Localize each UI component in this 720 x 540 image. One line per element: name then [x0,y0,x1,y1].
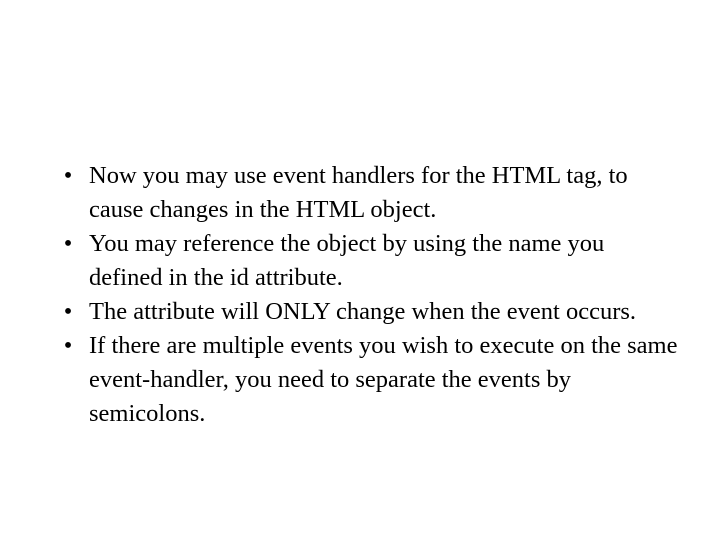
bullet-dot-icon: • [63,298,73,325]
bullet-dot-icon: • [63,230,73,257]
bullet-item [58,159,678,227]
bullet-item [58,295,678,329]
bullet-dot-icon: • [63,162,73,189]
bullet-list [58,159,678,431]
bullet-text: If there are multiple events you wish to execute on the same event-handler, you need to separate the events by semicolons. [89,332,678,427]
bullet-text: You may reference the object by using the name you defined in the id attribute. [89,230,605,291]
bullet-text: Now you may use event handlers for the HTML tag, to cause changes in the HTML object. [89,162,628,223]
bullet-item [58,329,678,431]
bullet-text: The attribute will ONLY change when the event occurs. [89,298,637,325]
bullet-dot-icon: • [63,332,73,359]
bullet-item [58,227,678,295]
